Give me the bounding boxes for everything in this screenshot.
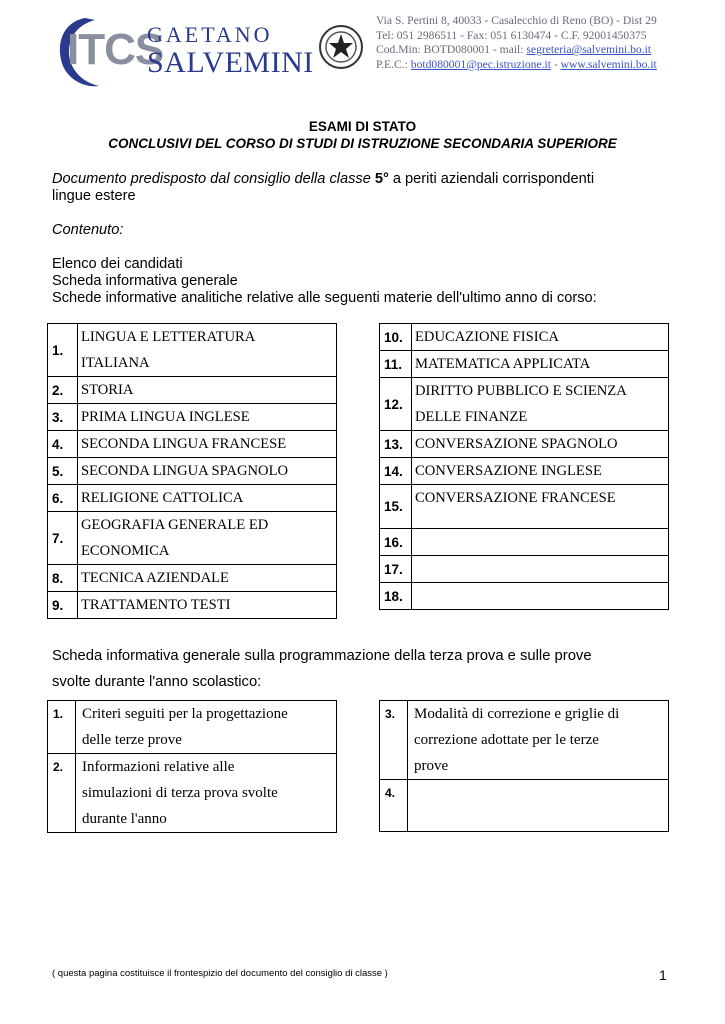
subject-name-cell: [412, 324, 669, 351]
subject-number: 6.: [48, 485, 78, 512]
subject-name-line: SECONDA LINGUA FRANCESE: [81, 436, 287, 452]
contact-phone: Tel: 051 2986511 - Fax: 051 6130474 - C.F. 92001450375: [376, 28, 647, 42]
subject-name-cell: [412, 529, 669, 556]
subject-row: [48, 377, 337, 404]
scheda-text-line: simulazioni di terza prova svolte: [82, 785, 278, 801]
class-number: 5°: [374, 171, 389, 187]
subject-name-cell: [78, 377, 337, 404]
subject-name-line: ECONOMICA: [81, 543, 170, 559]
subject-name-line: CONVERSAZIONE FRANCESE: [415, 490, 616, 506]
logo-gaetano-text: GAETANO: [147, 22, 273, 47]
subject-name-line: SECONDA LINGUA SPAGNOLO: [81, 463, 289, 479]
scheda-text-line: Criteri seguiti per la progettazione: [82, 706, 288, 722]
scheda-text-cell: [76, 701, 337, 754]
subject-row: [380, 529, 669, 556]
subject-name-line: TECNICA AZIENDALE: [81, 570, 229, 586]
contenuto-label: Contenuto:: [52, 222, 124, 238]
subject-row: [48, 324, 337, 377]
subject-name-cell: [412, 485, 669, 529]
scheda-text-cell: [408, 780, 669, 832]
subject-name-cell: [78, 431, 337, 458]
subjects-table-left: [47, 323, 337, 619]
document-subtitle: CONCLUSIVI DEL CORSO DI STUDI DI ISTRUZIONE SECONDARIA SUPERIORE: [108, 136, 617, 151]
subject-number: 3.: [48, 404, 78, 431]
scheda-text-line: durante l'anno: [82, 811, 167, 827]
subject-name-cell: [78, 565, 337, 592]
subject-number: 18.: [380, 583, 412, 610]
scheda-intro-line-1: Scheda informativa generale sulla programmazione della terza prova e sulle prove: [52, 648, 592, 664]
subject-number: 4.: [48, 431, 78, 458]
email-link[interactable]: segreteria@salvemini.bo.it: [526, 43, 652, 57]
subject-row: [380, 458, 669, 485]
scheda-text-line: delle terze prove: [82, 732, 182, 748]
subject-row: [380, 556, 669, 583]
subject-number: 10.: [380, 324, 412, 351]
scheda-table-left: [47, 700, 337, 833]
subject-number: 5.: [48, 458, 78, 485]
subject-name-line: CONVERSAZIONE INGLESE: [415, 463, 602, 479]
contenuto-item: Elenco dei candidati: [52, 256, 183, 272]
intro-line-1: [52, 171, 594, 187]
logo-itcs-text: ITCS: [67, 25, 164, 74]
subject-name-cell: [412, 556, 669, 583]
subjects-table-right: [379, 323, 669, 610]
scheda-text-line: Modalità di correzione e griglie di: [414, 706, 620, 722]
subject-number: 9.: [48, 592, 78, 619]
scheda-text-line: prove: [414, 758, 449, 774]
subject-number: 15.: [380, 485, 412, 529]
subject-name-cell: [78, 404, 337, 431]
subject-number: 7.: [48, 512, 78, 565]
scheda-number: 1.: [48, 701, 76, 754]
subject-name-cell: [412, 583, 669, 610]
subject-number: 14.: [380, 458, 412, 485]
scheda-row: [380, 780, 669, 832]
subject-name-line: ITALIANA: [81, 355, 150, 371]
intro-line-2: lingue estere: [52, 188, 136, 204]
scheda-number: 4.: [380, 780, 408, 832]
subject-name-line: STORIA: [81, 382, 134, 398]
intro-rest: a periti aziendali corrispondenti: [388, 171, 595, 187]
subject-name-cell: [78, 592, 337, 619]
scheda-text-line: correzione adottate per le terze: [414, 732, 599, 748]
intro-italic: Documento predisposto dal consiglio della classe: [52, 171, 371, 187]
page-footer-note: ( questa pagina costituisce il frontespizio del documento del consiglio di classe ): [52, 968, 388, 979]
scheda-text-line: Informazioni relative alle: [82, 759, 235, 775]
subject-name-line: [415, 556, 668, 582]
scheda-row: [48, 701, 337, 754]
subject-name-cell: [78, 485, 337, 512]
subject-row: [380, 485, 669, 529]
subject-name-line: [415, 583, 668, 609]
subject-name-cell: [412, 378, 669, 431]
subject-number: 12.: [380, 378, 412, 431]
italian-republic-emblem-icon: [318, 24, 364, 70]
scheda-row: [380, 701, 669, 780]
contenuto-item: Scheda informativa generale: [52, 273, 238, 289]
subject-number: 8.: [48, 565, 78, 592]
subject-name-cell: [412, 351, 669, 378]
logo-salvemini-text: SALVEMINI: [147, 46, 314, 79]
subject-row: [380, 583, 669, 610]
subject-number: 16.: [380, 529, 412, 556]
subject-name-cell: [412, 458, 669, 485]
scheda-text-line: [414, 780, 668, 806]
contact-address: Via S. Pertini 8, 40033 - Casalecchio di Reno (BO) - Dist 29: [376, 14, 657, 27]
subject-number: 11.: [380, 351, 412, 378]
subject-row: [48, 512, 337, 565]
subject-row: [380, 431, 669, 458]
subject-name-line: EDUCAZIONE FISICA: [415, 329, 559, 345]
subject-name-line: TRATTAMENTO TESTI: [81, 597, 231, 613]
contenuto-item: Schede informative analitiche relative alle seguenti materie dell'ultimo anno di corso:: [52, 290, 597, 306]
subject-name-cell: [412, 431, 669, 458]
subject-row: [380, 378, 669, 431]
subject-row: [380, 324, 669, 351]
subject-row: [48, 565, 337, 592]
subject-name-line: DIRITTO PUBBLICO E SCIENZA: [415, 383, 627, 399]
contact-codmin: Cod.Min: BOTD080001 - mail:: [376, 43, 527, 57]
subject-number: 17.: [380, 556, 412, 583]
website-link[interactable]: www.salvemini.bo.it: [560, 57, 657, 71]
subject-row: [48, 404, 337, 431]
subject-name-line: GEOGRAFIA GENERALE ED: [81, 517, 269, 533]
subject-name-line: MATEMATICA APPLICATA: [415, 356, 591, 372]
page-number: 1: [659, 967, 667, 983]
subject-name-line: PRIMA LINGUA INGLESE: [81, 409, 250, 425]
subject-name-line: [415, 529, 668, 555]
school-logo: [55, 14, 314, 90]
subject-row: [48, 458, 337, 485]
pec-label: P.E.C.:: [376, 57, 411, 71]
subject-row: [48, 592, 337, 619]
scheda-text-cell: [76, 754, 337, 833]
pec-link[interactable]: botd080001@pec.istruzione.it: [410, 57, 551, 71]
subject-row: [380, 351, 669, 378]
pec-separator: -: [550, 57, 561, 71]
scheda-text-cell: [408, 701, 669, 780]
subject-name-cell: [78, 458, 337, 485]
scheda-number: 3.: [380, 701, 408, 780]
subject-row: [48, 485, 337, 512]
subject-number: 2.: [48, 377, 78, 404]
scheda-number: 2.: [48, 754, 76, 833]
school-contacts: [376, 14, 676, 72]
subject-name-line: CONVERSAZIONE SPAGNOLO: [415, 436, 618, 452]
subject-name-cell: [78, 512, 337, 565]
scheda-intro-line-2: svolte durante l'anno scolastico:: [52, 674, 262, 690]
subject-row: [48, 431, 337, 458]
scheda-row: [48, 754, 337, 833]
subject-name-cell: [78, 324, 337, 377]
subject-name-line: RELIGIONE CATTOLICA: [81, 490, 244, 506]
subject-number: 1.: [48, 324, 78, 377]
subject-name-line: DELLE FINANZE: [415, 409, 528, 425]
scheda-table-right: [379, 700, 669, 832]
subject-number: 13.: [380, 431, 412, 458]
subject-name-line: LINGUA E LETTERATURA: [81, 329, 256, 345]
contact-pec-line: [376, 58, 676, 73]
contact-codmin-line: [376, 43, 676, 58]
document-title: ESAMI DI STATO: [308, 119, 417, 134]
